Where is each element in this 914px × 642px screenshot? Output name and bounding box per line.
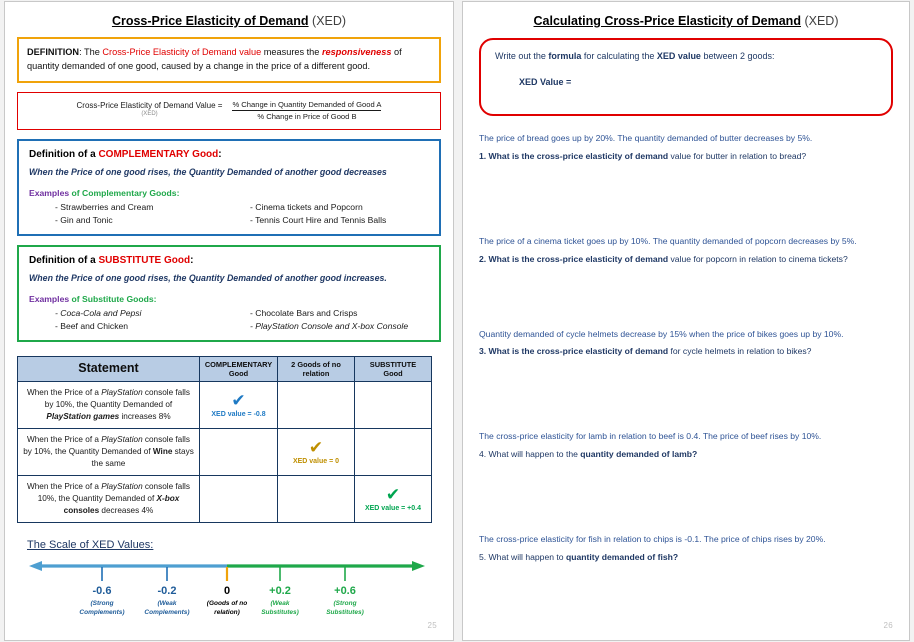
question-ask-rest: value for popcorn in relation to cinema tickets? — [668, 253, 848, 264]
answer-cell-norelation[interactable] — [278, 429, 355, 476]
list-item: - PlayStation Console and X-box Console — [250, 320, 409, 331]
formula-prompt-3: between 2 goods: — [700, 51, 775, 61]
question-4[interactable] — [479, 430, 893, 461]
table-body — [18, 382, 432, 523]
formula-prompt — [495, 51, 877, 61]
check-icon: ✔ — [385, 484, 401, 504]
complementary-examples-label-3: Goods: — [149, 187, 180, 198]
substitute-heading-suffix: : — [190, 254, 194, 266]
complementary-examples-grid — [29, 202, 429, 225]
question-1[interactable] — [479, 132, 893, 163]
xed-value-label: XED value = +0.4 — [364, 504, 422, 512]
definition-highlight: Cross-Price Elasticity of Demand value — [102, 47, 262, 57]
question-ask-rest: value for butter in relation to bread? — [668, 150, 807, 161]
question-prompt — [479, 551, 893, 564]
complementary-heading-mid: of a — [75, 148, 99, 160]
formula-sublabel: (XED) — [141, 111, 158, 118]
formula-prompt-1: Write out the — [495, 51, 549, 61]
list-item: - Chocolate Bars and Crisps — [250, 307, 358, 318]
scale-caption: relation) — [214, 609, 240, 616]
substitute-examples-label — [29, 294, 429, 304]
substitute-heading — [29, 255, 429, 266]
scale-value: -0.2 — [157, 585, 177, 597]
list-item: - Tennis Court Hire and Tennis Balls — [250, 214, 387, 225]
statement-cell: When the Price of a PlayStation console falls by 10%, the Quantity Demanded of PlayStation games increases 8% — [18, 382, 200, 429]
definition-emphasis: responsiveness — [321, 47, 392, 57]
question-ask-bold-tail: quantity demanded of fish? — [565, 552, 679, 563]
substitute-heading-mid: of a — [75, 254, 99, 266]
question-3[interactable] — [479, 328, 893, 359]
question-ask-plain: What will happen to — [486, 552, 566, 563]
question-ask-plain: What will happen to the — [486, 449, 581, 460]
scale-caption: (Weak — [270, 600, 290, 607]
scale-caption: (Weak — [157, 600, 177, 607]
page-title-main: Cross-Price Elasticity of Demand — [111, 14, 309, 28]
xed-number-line — [27, 557, 427, 625]
scale-caption: Complements) — [79, 609, 125, 616]
definition-label: DEFINITION — [27, 47, 80, 57]
complementary-heading-suffix: : — [218, 148, 222, 160]
answer-cell-complementary[interactable] — [200, 429, 278, 476]
scale-caption: Substitutes) — [326, 609, 364, 616]
page-title — [463, 14, 909, 28]
question-prompt — [479, 150, 893, 163]
complementary-examples-label-2: of Complementary — [69, 187, 150, 198]
formula-box — [17, 92, 441, 130]
substitute-good-box — [17, 245, 441, 342]
xed-value-answer-label: XED Value = — [519, 77, 572, 87]
question-prompt — [479, 448, 893, 461]
page-number: 26 — [883, 621, 893, 630]
check-icon: ✔ — [231, 390, 246, 410]
scale-title: The Scale of XED Values: — [27, 539, 154, 551]
list-item: - Cinema tickets and Popcorn — [250, 201, 363, 212]
table-header-row — [18, 356, 432, 382]
column-header-statement: Statement — [18, 356, 200, 382]
list-item: - Gin and Tonic — [55, 214, 113, 225]
column-header-substitute — [355, 356, 432, 382]
scale-caption: (Strong — [90, 600, 114, 607]
column-header-norelation-l1: 2 Goods of no — [291, 359, 341, 369]
xed-value-label: XED value = 0 — [292, 457, 340, 465]
question-prompt — [479, 345, 893, 358]
question-2[interactable] — [479, 235, 893, 266]
answer-cell-norelation[interactable] — [278, 476, 355, 523]
question-context: The price of a cinema ticket goes up by 10%. The quantity demanded of popcorn decreases by 5%. — [479, 235, 857, 246]
page-title-abbrev: (XED) — [804, 14, 839, 28]
complementary-good-box — [17, 139, 441, 236]
question-context: Quantity demanded of cycle helmets decrease by 15% when the price of bikes goes up by 10%. — [479, 328, 844, 339]
answer-cell-substitute[interactable] — [355, 476, 432, 523]
page-number: 25 — [427, 621, 437, 630]
formula-label: Cross-Price Elasticity of Demand Value = — [76, 101, 223, 111]
answer-cell-complementary[interactable] — [200, 382, 278, 429]
complementary-examples-label — [29, 188, 429, 198]
table-row[interactable] — [18, 476, 432, 523]
formula-prompt-2: for calculating the — [581, 51, 657, 61]
slide-page-right[interactable] — [462, 1, 910, 641]
formula-denominator: % Change in Price of Good B — [257, 111, 357, 121]
substitute-heading-term: SUBSTITUTE Good — [98, 254, 191, 266]
substitute-heading-prefix: Definition — [29, 254, 76, 266]
column-header-substitute-l2: Good — [383, 368, 403, 378]
complementary-examples-label-1: Examples — [29, 187, 70, 198]
list-item: - Coca-Cola and Pepsi — [55, 307, 142, 318]
column-header-complementary — [200, 356, 278, 382]
complementary-rule: When the Price of one good rises, the Quantity Demanded of another good decreases — [29, 166, 387, 177]
column-header-norelation — [278, 356, 355, 382]
complementary-heading-term: COMPLEMENTARY Good — [98, 148, 219, 160]
arrow-right-icon — [412, 561, 425, 571]
answer-cell-norelation[interactable] — [278, 382, 355, 429]
list-item: - Beef and Chicken — [55, 320, 129, 331]
column-header-complementary-l2: Good — [228, 368, 249, 378]
scale-caption: Substitutes) — [261, 609, 299, 616]
question-number: 3. — [479, 346, 487, 357]
question-number: 4. — [479, 449, 487, 460]
question-prompt — [479, 253, 893, 266]
table-row[interactable] — [18, 382, 432, 429]
xed-value-label: XED value = -0.8 — [211, 410, 266, 418]
question-context: The cross-price elasticity for fish in relation to chips is -0.1. The price of chips rises by 20%. — [479, 534, 826, 545]
formula-numerator: % Change in Quantity Demanded of Good A — [232, 99, 382, 109]
scale-value: -0.6 — [92, 585, 112, 597]
complementary-heading-prefix: Definition — [29, 148, 76, 160]
scale-caption: Complements) — [144, 609, 190, 616]
list-item: - Strawberries and Cream — [55, 201, 154, 212]
substitute-examples-label-1: Examples — [29, 293, 70, 304]
formula-fraction — [232, 100, 381, 121]
statement-cell: When the Price of a PlayStation console falls by 10%, the Quantity Demanded of Wine stays the same — [18, 429, 200, 476]
substitute-examples-label-2: of Substitute — [69, 293, 127, 304]
question-context: The cross-price elasticity for lamb in relation to beef is 0.4. The price of beef rises by 10%. — [479, 431, 822, 442]
question-5[interactable] — [479, 533, 893, 564]
scale-value: +0.2 — [269, 585, 291, 597]
question-ask-bold: What is the cross-price elasticity of demand — [486, 253, 669, 264]
formula-prompt-bold-2: XED value — [656, 51, 701, 61]
column-header-complementary-l1: COMPLEMENTARY — [204, 359, 273, 369]
definition-box — [17, 37, 441, 83]
question-number: 5. — [479, 552, 487, 563]
question-context: The price of bread goes up by 20%. The quantity demanded of butter decreases by 5%. — [479, 133, 813, 143]
question-ask-bold: What is the cross-price elasticity of demand — [486, 346, 669, 357]
complementary-heading — [29, 149, 429, 160]
slide-page-left[interactable] — [4, 1, 454, 641]
substitute-examples-grid — [29, 308, 429, 331]
formula-label-group — [77, 101, 223, 119]
classification-table — [17, 356, 432, 524]
question-ask-rest: for cycle helmets in relation to bikes? — [668, 346, 812, 357]
answer-cell-substitute[interactable] — [355, 429, 432, 476]
definition-part3: of quantity demanded of one good, caused by a change in the price of a different good. — [27, 47, 402, 72]
question-ask-bold: What is the cross-price elasticity of demand — [486, 150, 669, 161]
answer-cell-substitute[interactable] — [355, 382, 432, 429]
definition-part1: : The — [79, 47, 103, 57]
table-row[interactable] — [18, 429, 432, 476]
scale-caption: (Goods of no — [206, 600, 248, 607]
page-title-abbrev: (XED) — [312, 14, 347, 28]
formula-answer-box[interactable] — [479, 38, 893, 116]
page-title — [5, 14, 453, 28]
column-header-substitute-l1: SUBSTITUTE — [369, 359, 417, 369]
scale-value: +0.6 — [334, 585, 356, 597]
page-title-main: Calculating Cross-Price Elasticity of Demand — [533, 14, 801, 28]
answer-cell-complementary[interactable] — [200, 476, 278, 523]
definition-part2: measures the — [261, 47, 322, 57]
statement-cell: When the Price of a PlayStation console falls 10%, the Quantity Demanded of X-box consoles decreases 4% — [18, 476, 200, 523]
substitute-examples-label-3: Goods: — [126, 293, 157, 304]
formula-prompt-bold-1: formula — [548, 51, 582, 61]
arrow-left-icon — [29, 561, 42, 571]
xed-scale-section — [27, 539, 441, 625]
question-ask-bold-tail: quantity demanded of lamb? — [580, 449, 698, 460]
question-number: 2. — [479, 253, 487, 264]
question-number: 1. — [479, 150, 487, 161]
substitute-rule: When the Price of one good rises, the Quantity Demanded of another good increases. — [29, 272, 387, 283]
column-header-norelation-l2: relation — [302, 368, 330, 378]
scale-caption: (Strong — [333, 600, 357, 607]
scale-value: 0 — [223, 585, 231, 597]
check-icon: ✔ — [308, 437, 324, 457]
